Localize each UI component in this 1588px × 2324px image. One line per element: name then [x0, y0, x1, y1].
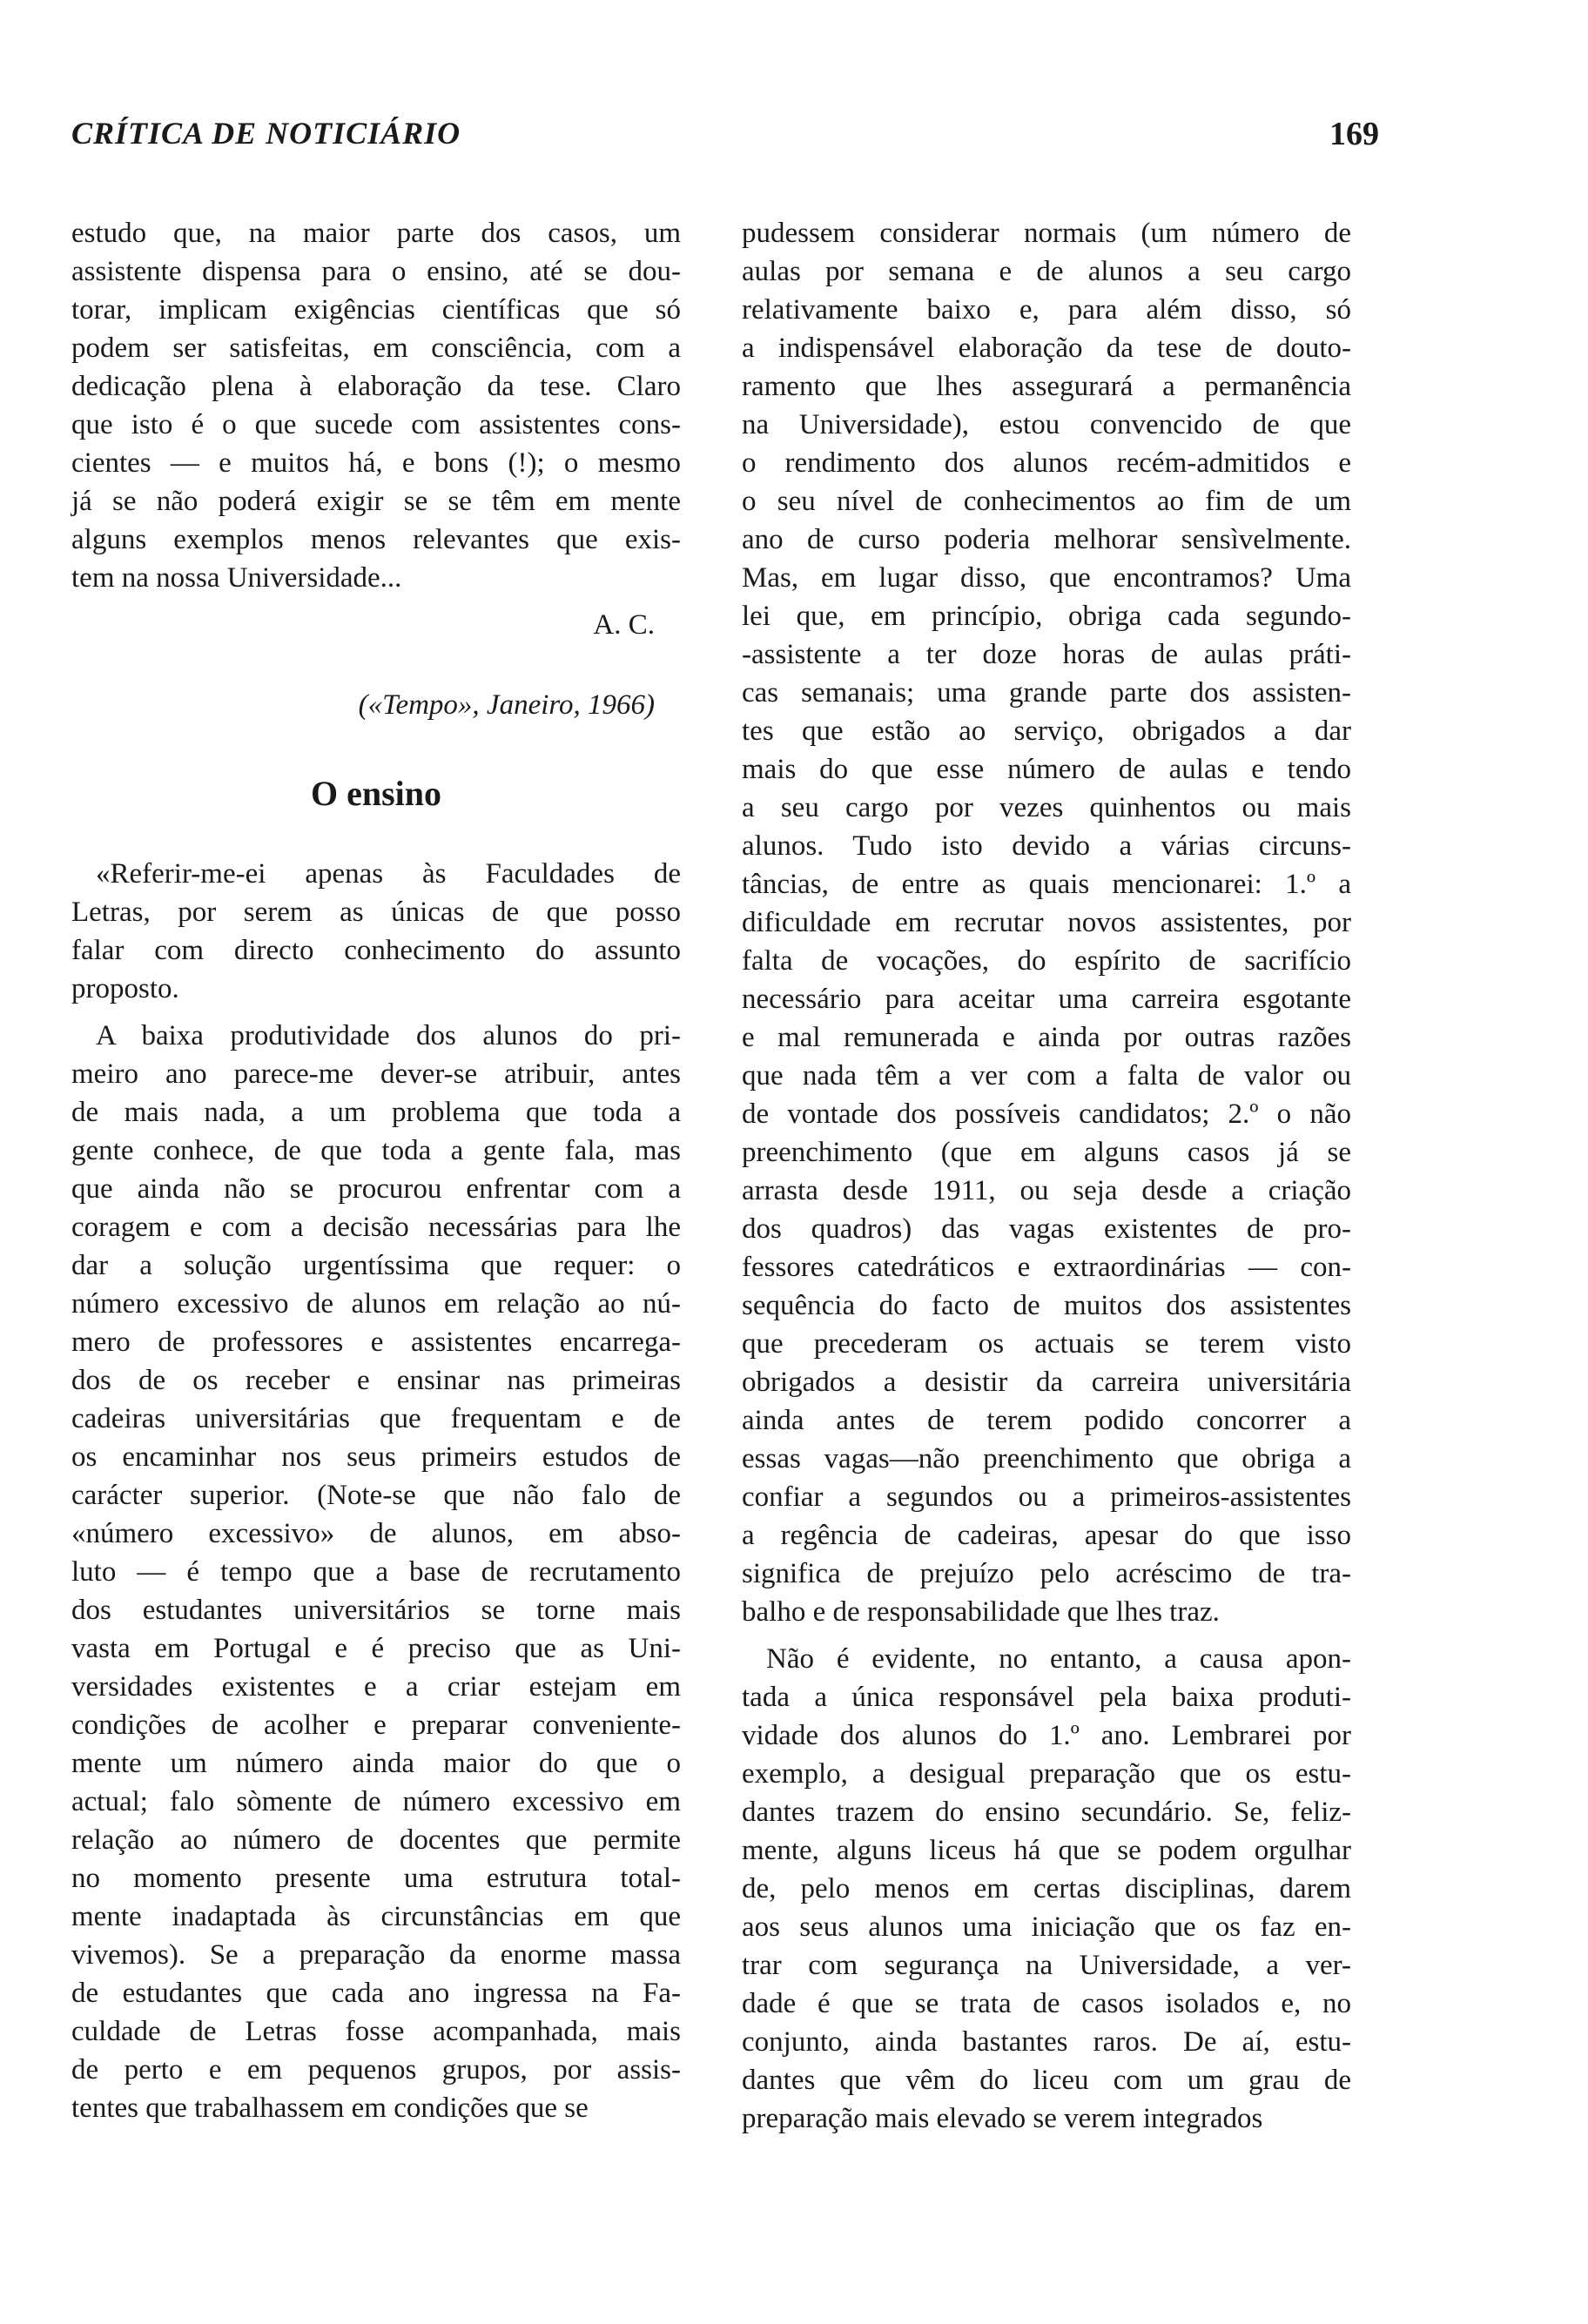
left-column — [71, 214, 681, 2136]
text-line: na Universidade), estou convencido de que — [742, 409, 1351, 440]
text-line: meiro ano parece-me dever-se atribuir, antes — [71, 1058, 681, 1090]
text-line: dificuldade em recrutar novos assistentes, por — [742, 907, 1351, 938]
text-line: preparação mais elevado se verem integrados — [742, 2103, 1263, 2134]
text-line: carácter superior. (Note-se que não falo de — [71, 1480, 681, 1511]
text-line: luto — é tempo que a base de recrutamento — [71, 1556, 681, 1588]
paragraph — [71, 1017, 681, 2127]
author-initials: A. C. — [593, 609, 655, 641]
text-line: ramento que lhes assegurará a permanência — [742, 371, 1351, 402]
paragraph — [742, 214, 1351, 1631]
text-line: torar, implicam exigências científicas que só — [71, 294, 681, 326]
text-line: gente conhece, de que toda a gente fala, mas — [71, 1135, 681, 1166]
text-line: relação ao número de docentes que permite — [71, 1824, 681, 1856]
text-line: Letras, por serem as únicas de que posso — [71, 897, 681, 928]
text-line: lei que, em princípio, obriga cada segundo- — [742, 601, 1351, 632]
text-line: balho e de responsabilidade que lhes traz. — [742, 1596, 1220, 1628]
text-line: de vontade dos possíveis candidatos; 2.º o não — [742, 1098, 1351, 1130]
text-line: coragem e com a decisão necessárias para lhe — [71, 1212, 681, 1243]
text-line: cientes — e muitos há, e bons (!); o mesmo — [71, 447, 681, 479]
text-line: Não é evidente, no entanto, a causa apon- — [766, 1643, 1351, 1675]
text-line: dedicação plena à elaboração da tese. Claro — [71, 371, 681, 402]
right-column — [742, 214, 1351, 2146]
text-line: dos de os receber e ensinar nas primeiras — [71, 1365, 681, 1396]
text-line: ano de curso poderia melhorar sensìvelmente. — [742, 524, 1351, 555]
text-line: tem na nossa Universidade... — [71, 562, 402, 594]
text-line: exemplo, a desigual preparação que os estu- — [742, 1758, 1351, 1790]
text-line: necessário para aceitar uma carreira esgotante — [742, 984, 1351, 1015]
text-line: sequência do facto de muitos dos assistentes — [742, 1290, 1351, 1321]
text-line: que nada têm a ver com a falta de valor ou — [742, 1060, 1351, 1091]
text-line: preenchimento (que em alguns casos já se — [742, 1137, 1351, 1168]
text-line: de, pelo menos em certas disciplinas, darem — [742, 1873, 1351, 1904]
text-line: mente um número ainda maior do que o — [71, 1748, 681, 1779]
page-number: 169 — [1329, 116, 1379, 152]
text-line: que ainda não se procurou enfrentar com a — [71, 1173, 681, 1205]
text-line: dantes trazem do ensino secundário. Se, feliz- — [742, 1797, 1351, 1828]
text-line: confiar a segundos ou a primeiros-assistentes — [742, 1481, 1351, 1513]
text-line: condições de acolher e preparar convenientе- — [71, 1709, 681, 1741]
text-line: que isto é o que sucede com assistentes cons- — [71, 409, 681, 440]
text-line: mente, alguns liceus há que se podem orgulhar — [742, 1835, 1351, 1866]
text-line: trar com segurança na Universidade, a ver- — [742, 1950, 1351, 1981]
text-line: assistente dispensa para o ensino, até se dou- — [71, 256, 681, 287]
text-line: falar com directo conhecimento do assunto — [71, 935, 681, 966]
paragraph — [742, 1640, 1351, 2138]
text-line: dantes que vêm do liceu com um grau de — [742, 2065, 1351, 2096]
text-line: de perto e em pequenos grupos, por assis- — [71, 2054, 681, 2086]
text-line: vidade dos alunos do 1.º ano. Lembrarei por — [742, 1720, 1351, 1751]
text-line: já se não poderá exigir se se têm em mente — [71, 486, 681, 517]
text-line: e mal remunerada e ainda por outras razões — [742, 1022, 1351, 1053]
text-line: falta de vocações, do espírito de sacrifício — [742, 945, 1351, 977]
text-line: alunos. Tudo isto devido a várias circuns- — [742, 830, 1351, 862]
text-line: dar a solução urgentíssima que requer: o — [71, 1250, 681, 1281]
text-line: versidades existentes e a criar estejam em — [71, 1671, 681, 1703]
text-line: obrigados a desistir da carreira universitária — [742, 1367, 1351, 1398]
text-line: aulas por semana e de alunos a seu cargo — [742, 256, 1351, 287]
text-line: conjunto, ainda bastantes raros. De aí, estu- — [742, 2026, 1351, 2058]
text-line: a regência de cadeiras, apesar do que isso — [742, 1520, 1351, 1551]
source-citation: («Tempo», Janeiro, 1966) — [358, 689, 655, 721]
text-line: cas semanais; uma grande parte dos assisten- — [742, 677, 1351, 709]
running-header-title: CRÍTICA DE NOTICIÁRIO — [71, 116, 461, 151]
paragraph — [71, 214, 681, 597]
text-line: tada a única responsável pela baixa produti- — [742, 1682, 1351, 1713]
text-line: «número excessivo» de alunos, em abso- — [71, 1518, 681, 1549]
text-line: pudessem considerar normais (um número de — [742, 218, 1351, 249]
text-line: vasta em Portugal e é preciso que as Uni- — [71, 1633, 681, 1664]
text-line: mero de professores e assistentes encarrega- — [71, 1327, 681, 1358]
text-line: que precederam os actuais se terem visto — [742, 1328, 1351, 1360]
text-line: no momento presente uma estrutura total- — [71, 1863, 681, 1894]
text-line: significa de prejuízo pelo acréscimo de tra- — [742, 1558, 1351, 1589]
text-line: cadeiras universitárias que frequentam e de — [71, 1403, 681, 1434]
text-line: de mais nada, a um problema que toda a — [71, 1097, 681, 1128]
text-line: ainda antes de terem podido concorrer a — [742, 1405, 1351, 1436]
text-line: dade é que se trata de casos isolados e, no — [742, 1988, 1351, 2019]
text-line: de estudantes que cada ano ingressa na Fa- — [71, 1978, 681, 2009]
section-title: O ensino — [310, 774, 442, 813]
text-line: tâncias, de entre as quais mencionarei: 1.º a — [742, 869, 1351, 900]
text-line: a indispensável elaboração da tese de douto- — [742, 332, 1351, 364]
text-line: a seu cargo por vezes quinhentos ou mais — [742, 792, 1351, 823]
paragraph — [71, 855, 681, 1008]
text-line: arrasta desde 1911, ou seja desde a criação — [742, 1175, 1351, 1206]
text-line: dos estudantes universitários se torne mais — [71, 1595, 681, 1626]
text-line: relativamente baixo e, para além disso, só — [742, 294, 1351, 326]
text-line: -assistente a ter doze horas de aulas práti- — [742, 639, 1351, 670]
text-line: dos quadros) das vagas existentes de pro- — [742, 1213, 1351, 1245]
text-line: o rendimento dos alunos recém-admitidos e — [742, 447, 1351, 479]
text-line: A baixa produtividade dos alunos do pri- — [96, 1020, 681, 1051]
text-line: podem ser satisfeitas, em consciência, com a — [71, 332, 681, 364]
text-line: mente inadaptada às circunstâncias em que — [71, 1901, 681, 1932]
text-line: aos seus alunos uma iniciação que os faz en- — [742, 1911, 1351, 1943]
text-line: Mas, em lugar disso, que encontramos? Uma — [742, 562, 1351, 594]
text-line: vivemos). Se a preparação da enorme massa — [71, 1939, 681, 1971]
text-line: tes que estão ao serviço, obrigados a dar — [742, 715, 1351, 747]
text-line: mais do que esse número de aulas e tendo — [742, 754, 1351, 785]
text-line: fessores catedráticos e extraordinárias — con- — [742, 1252, 1351, 1283]
text-line: os encaminhar nos seus primeirs estudos de — [71, 1441, 681, 1473]
text-line: «Referir-me-ei apenas às Faculdades de — [96, 858, 681, 890]
text-line: culdade de Letras fosse acompanhada, mais — [71, 2016, 681, 2047]
text-line: número excessivo de alunos em relação ao nú- — [71, 1288, 681, 1320]
text-line: essas vagas—não preenchimento que obriga a — [742, 1443, 1351, 1474]
text-line: estudo que, na maior parte dos casos, um — [71, 218, 681, 249]
text-line: tentes que trabalhassem em condições que se — [71, 2092, 589, 2124]
text-line: o seu nível de conhecimentos ao fim de um — [742, 486, 1351, 517]
text-line: actual; falo sòmente de número excessivo em — [71, 1786, 681, 1817]
text-line: alguns exemplos menos relevantes que exis- — [71, 524, 681, 555]
text-line: proposto. — [71, 973, 179, 1004]
